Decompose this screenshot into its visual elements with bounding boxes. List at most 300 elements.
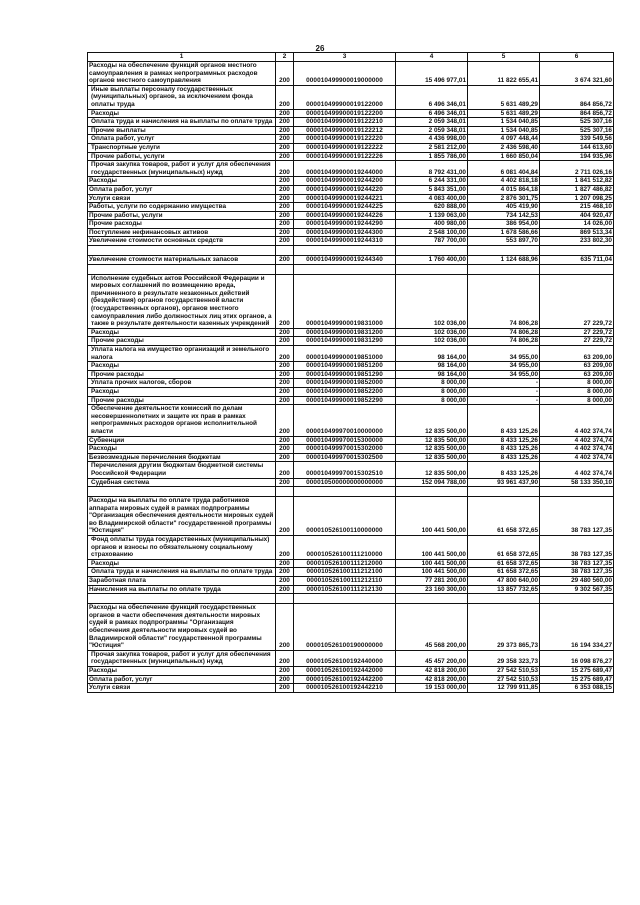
cell-line-code: 200 bbox=[276, 62, 294, 86]
cell-remaining: 4 402 374,74 bbox=[540, 436, 614, 445]
table-row bbox=[88, 85, 614, 109]
cell-line-code: 200 bbox=[276, 604, 294, 651]
cell-budget-code: 000010499900019831290 bbox=[294, 337, 396, 346]
cell-name: Расходы bbox=[88, 666, 276, 675]
cell-line-code: 200 bbox=[276, 220, 294, 229]
cell-executed: 61 658 372,65 bbox=[468, 497, 540, 536]
cell-line-code: 200 bbox=[276, 436, 294, 445]
cell-approved: 2 581 212,00 bbox=[396, 143, 468, 152]
cell-approved: 102 036,00 bbox=[396, 337, 468, 346]
table-row bbox=[88, 666, 614, 675]
table-row bbox=[88, 445, 614, 454]
cell-approved: 98 164,00 bbox=[396, 370, 468, 379]
cell-remaining: 14 026,00 bbox=[540, 220, 614, 229]
cell-approved: 98 164,00 bbox=[396, 362, 468, 371]
cell-line-code: 200 bbox=[276, 152, 294, 161]
cell-remaining: 194 935,96 bbox=[540, 152, 614, 161]
header-cell-code: 2 bbox=[276, 53, 294, 62]
cell-approved: 1 855 786,00 bbox=[396, 152, 468, 161]
cell-budget-code: 000010499900019122200 bbox=[294, 109, 396, 118]
cell-name-text: Фонд оплаты труда государственных (муниципальных) органов и взносы по обязательному социальному страхованию bbox=[91, 536, 270, 559]
cell-executed: 34 955,00 bbox=[468, 370, 540, 379]
cell-executed bbox=[468, 487, 540, 497]
cell-executed: 27 542 510,53 bbox=[468, 666, 540, 675]
cell-executed bbox=[468, 264, 540, 274]
cell-line-code: 200 bbox=[276, 126, 294, 135]
cell-name bbox=[88, 387, 276, 396]
table-row bbox=[88, 274, 614, 328]
cell-executed: 61 658 372,65 bbox=[468, 536, 540, 560]
cell-name-text: Прочие работы, услуги bbox=[91, 152, 165, 160]
cell-budget-code: 000010499900019852000 bbox=[294, 379, 396, 388]
cell-name bbox=[88, 328, 276, 337]
cell-approved: 787 700,00 bbox=[396, 237, 468, 246]
cell-budget-code: 000010499900019831200 bbox=[294, 328, 396, 337]
cell-line-code: 200 bbox=[276, 453, 294, 462]
cell-name: Услуги связи bbox=[88, 194, 276, 203]
cell-budget-code: 000010499900019244220 bbox=[294, 185, 396, 194]
cell-line-code: 200 bbox=[276, 109, 294, 118]
cell-approved: 45 457 200,00 bbox=[396, 650, 468, 666]
cell-name bbox=[88, 143, 276, 152]
cell-budget-code: 000010499900019852290 bbox=[294, 396, 396, 405]
cell-budget-code bbox=[294, 594, 396, 604]
cell-line-code: 200 bbox=[276, 666, 294, 675]
table-row bbox=[88, 118, 614, 127]
cell-remaining: 63 209,00 bbox=[540, 346, 614, 362]
cell-remaining: 58 133 350,10 bbox=[540, 478, 614, 487]
cell-name bbox=[88, 109, 276, 118]
table-row bbox=[88, 568, 614, 577]
cell-line-code: 200 bbox=[276, 362, 294, 371]
cell-name: Оплата работ, услуг bbox=[88, 185, 276, 194]
table-row bbox=[88, 684, 614, 693]
cell-line-code: 200 bbox=[276, 161, 294, 177]
cell-name: Начисления на выплаты по оплате труда bbox=[88, 585, 276, 594]
cell-approved: 2 059 348,01 bbox=[396, 118, 468, 127]
cell-budget-code: 000010499970015300000 bbox=[294, 436, 396, 445]
table-row bbox=[88, 585, 614, 594]
cell-remaining bbox=[540, 246, 614, 256]
cell-line-code: 200 bbox=[276, 387, 294, 396]
cell-remaining: 16 194 334,27 bbox=[540, 604, 614, 651]
cell-name bbox=[88, 370, 276, 379]
cell-remaining: 864 856,72 bbox=[540, 109, 614, 118]
cell-remaining: 4 402 374,74 bbox=[540, 445, 614, 454]
cell-executed: 29 358 323,73 bbox=[468, 650, 540, 666]
cell-approved: 98 164,00 bbox=[396, 346, 468, 362]
cell-executed: 1 124 688,96 bbox=[468, 256, 540, 265]
cell-remaining: 29 480 560,00 bbox=[540, 577, 614, 586]
cell-remaining: 15 275 689,47 bbox=[540, 666, 614, 675]
cell-line-code: 200 bbox=[276, 177, 294, 186]
cell-executed: 47 800 640,00 bbox=[468, 577, 540, 586]
cell-line-code: 200 bbox=[276, 379, 294, 388]
cell-name: Прочие расходы bbox=[88, 220, 276, 229]
cell-budget-code: 000010526100111210000 bbox=[294, 536, 396, 560]
cell-name bbox=[88, 135, 276, 144]
table-row bbox=[88, 478, 614, 487]
cell-name: Расходы на выплаты по оплате труда работников аппарата мировых судей в рамках подпрограммы "Организация обеспечения деятельности мировых судей во Владимирской области" государственной программы "Юстиция" bbox=[88, 497, 276, 536]
cell-name-text: Расходы bbox=[91, 559, 119, 567]
cell-line-code: 200 bbox=[276, 118, 294, 127]
cell-budget-code bbox=[294, 246, 396, 256]
cell-approved: 5 843 351,00 bbox=[396, 185, 468, 194]
header-cell-remaining: 6 bbox=[540, 53, 614, 62]
cell-name bbox=[88, 264, 276, 274]
table-row bbox=[88, 346, 614, 362]
table-row bbox=[88, 194, 614, 203]
cell-remaining: 63 209,00 bbox=[540, 362, 614, 371]
cell-budget-code: 000010526100111212110 bbox=[294, 577, 396, 586]
cell-line-code bbox=[276, 264, 294, 274]
cell-name: Работы, услуги по содержанию имущества bbox=[88, 203, 276, 212]
cell-executed: 61 658 372,65 bbox=[468, 559, 540, 568]
cell-name-text: Иные выплаты персоналу государственных (муниципальных) органов, за исключением фонда оплаты труда bbox=[91, 85, 253, 108]
cell-approved bbox=[396, 246, 468, 256]
cell-approved bbox=[396, 487, 468, 497]
cell-name bbox=[88, 405, 276, 436]
cell-line-code: 200 bbox=[276, 203, 294, 212]
cell-executed: 74 806,28 bbox=[468, 337, 540, 346]
cell-name: Поступление нефинансовых активов bbox=[88, 228, 276, 237]
cell-budget-code: 000010526100111212100 bbox=[294, 568, 396, 577]
cell-budget-code: 000010526100192442210 bbox=[294, 684, 396, 693]
cell-remaining: 339 549,56 bbox=[540, 135, 614, 144]
cell-budget-code: 000010526100190000000 bbox=[294, 604, 396, 651]
table-row bbox=[88, 228, 614, 237]
cell-budget-code: 000010499970010000000 bbox=[294, 405, 396, 436]
cell-line-code: 200 bbox=[276, 650, 294, 666]
table-row bbox=[88, 604, 614, 651]
cell-name: Расходы на обеспечение функций государственных органов в части обеспечения деятельности мировых судей в рамках подпрограммы "Организация обеспечения деятельности мировых судей во Владимирской области" государственной программы "Юстиция" bbox=[88, 604, 276, 651]
cell-approved: 100 441 500,00 bbox=[396, 559, 468, 568]
cell-approved: 8 792 431,00 bbox=[396, 161, 468, 177]
cell-line-code: 200 bbox=[276, 228, 294, 237]
table-row bbox=[88, 559, 614, 568]
cell-name-text: Прочие расходы bbox=[91, 337, 144, 345]
cell-line-code: 200 bbox=[276, 684, 294, 693]
cell-budget-code: 000010499900019122226 bbox=[294, 152, 396, 161]
cell-budget-code: 000010499900019244200 bbox=[294, 177, 396, 186]
header-cell-approved: 4 bbox=[396, 53, 468, 62]
cell-line-code: 200 bbox=[276, 396, 294, 405]
cell-budget-code: 000010499900019244221 bbox=[294, 194, 396, 203]
table-header-row bbox=[88, 53, 614, 62]
cell-remaining: 38 783 127,35 bbox=[540, 559, 614, 568]
cell-name-text: Расходы bbox=[91, 387, 119, 395]
cell-name: Расходы bbox=[88, 445, 276, 454]
cell-budget-code: 000010499970015302000 bbox=[294, 445, 396, 454]
cell-approved: 12 835 500,00 bbox=[396, 453, 468, 462]
table-row bbox=[88, 337, 614, 346]
budget-report-table bbox=[87, 52, 614, 693]
cell-remaining: 16 098 876,27 bbox=[540, 650, 614, 666]
cell-approved: 12 835 500,00 bbox=[396, 445, 468, 454]
table-row bbox=[88, 594, 614, 604]
cell-executed: 8 433 125,26 bbox=[468, 436, 540, 445]
table-row bbox=[88, 396, 614, 405]
cell-approved: 45 568 200,00 bbox=[396, 604, 468, 651]
cell-approved: 19 153 000,00 bbox=[396, 684, 468, 693]
table-row bbox=[88, 246, 614, 256]
cell-approved: 77 281 200,00 bbox=[396, 577, 468, 586]
cell-line-code: 200 bbox=[276, 675, 294, 684]
cell-line-code: 200 bbox=[276, 135, 294, 144]
cell-executed: 8 433 125,26 bbox=[468, 445, 540, 454]
cell-line-code: 200 bbox=[276, 211, 294, 220]
table-row bbox=[88, 152, 614, 161]
cell-approved: 6 496 346,01 bbox=[396, 85, 468, 109]
header-cell-executed: 5 bbox=[468, 53, 540, 62]
cell-remaining: 4 402 374,74 bbox=[540, 405, 614, 436]
cell-line-code: 200 bbox=[276, 536, 294, 560]
table-row bbox=[88, 135, 614, 144]
cell-remaining: 9 302 567,35 bbox=[540, 585, 614, 594]
cell-name: Увеличение стоимости материальных запасов bbox=[88, 256, 276, 265]
cell-remaining: 4 402 374,74 bbox=[540, 462, 614, 478]
cell-budget-code: 000010500000000000000 bbox=[294, 478, 396, 487]
cell-budget-code: 000010499900019852200 bbox=[294, 387, 396, 396]
cell-name bbox=[88, 126, 276, 135]
cell-approved: 23 160 300,00 bbox=[396, 585, 468, 594]
table-row bbox=[88, 536, 614, 560]
cell-name-text: Судебная система bbox=[91, 478, 150, 486]
cell-name-text: Оплата работ, услуг bbox=[91, 135, 155, 143]
cell-executed: 13 857 732,65 bbox=[468, 585, 540, 594]
cell-executed: 405 419,90 bbox=[468, 203, 540, 212]
cell-approved: 8 000,00 bbox=[396, 387, 468, 396]
cell-budget-code: 000010499900019851290 bbox=[294, 370, 396, 379]
cell-remaining: 8 000,00 bbox=[540, 379, 614, 388]
cell-executed: 2 436 598,40 bbox=[468, 143, 540, 152]
table-row bbox=[88, 436, 614, 445]
cell-name-text: Перечисления другим бюджетам бюджетной системы Российской Федерации bbox=[91, 462, 264, 477]
cell-remaining: 8 000,00 bbox=[540, 387, 614, 396]
cell-executed bbox=[468, 246, 540, 256]
cell-line-code bbox=[276, 487, 294, 497]
cell-budget-code: 000010499900019122222 bbox=[294, 143, 396, 152]
cell-line-code: 200 bbox=[276, 370, 294, 379]
cell-budget-code: 000010499900019851200 bbox=[294, 362, 396, 371]
cell-name bbox=[88, 346, 276, 362]
cell-name bbox=[88, 337, 276, 346]
cell-remaining: 525 307,16 bbox=[540, 118, 614, 127]
cell-executed: 8 433 125,26 bbox=[468, 405, 540, 436]
cell-executed: 4 402 818,18 bbox=[468, 177, 540, 186]
cell-remaining: 2 711 026,16 bbox=[540, 161, 614, 177]
cell-approved bbox=[396, 594, 468, 604]
cell-name bbox=[88, 650, 276, 666]
table-body bbox=[88, 53, 614, 693]
cell-name bbox=[88, 536, 276, 560]
cell-line-code bbox=[276, 594, 294, 604]
cell-approved: 152 094 788,00 bbox=[396, 478, 468, 487]
cell-budget-code: 000010499900019244340 bbox=[294, 256, 396, 265]
cell-approved: 102 036,00 bbox=[396, 274, 468, 328]
cell-approved: 8 000,00 bbox=[396, 396, 468, 405]
cell-approved: 42 818 200,00 bbox=[396, 675, 468, 684]
cell-remaining: 635 711,04 bbox=[540, 256, 614, 265]
cell-line-code: 200 bbox=[276, 346, 294, 362]
cell-remaining: 8 000,00 bbox=[540, 396, 614, 405]
cell-remaining bbox=[540, 594, 614, 604]
cell-line-code: 200 bbox=[276, 577, 294, 586]
table-row bbox=[88, 387, 614, 396]
cell-executed: 1 534 040,85 bbox=[468, 126, 540, 135]
cell-name bbox=[88, 246, 276, 256]
cell-approved: 100 441 500,00 bbox=[396, 497, 468, 536]
table-row bbox=[88, 237, 614, 246]
cell-executed: 8 433 125,26 bbox=[468, 453, 540, 462]
cell-line-code: 200 bbox=[276, 478, 294, 487]
cell-budget-code: 000010499900019244226 bbox=[294, 211, 396, 220]
table-row bbox=[88, 177, 614, 186]
cell-name-text: Уплата налога на имущество организаций и земельного налога bbox=[91, 346, 270, 361]
cell-approved: 12 835 500,00 bbox=[396, 405, 468, 436]
cell-budget-code: 000010526100111212000 bbox=[294, 559, 396, 568]
cell-executed: 34 955,00 bbox=[468, 346, 540, 362]
cell-remaining: 27 229,72 bbox=[540, 337, 614, 346]
cell-budget-code: 000010526100192440000 bbox=[294, 650, 396, 666]
cell-budget-code: 000010499900019000000 bbox=[294, 62, 396, 86]
cell-name bbox=[88, 462, 276, 478]
cell-remaining: 1 827 486,82 bbox=[540, 185, 614, 194]
cell-name-text: Оплата труда и начисления на выплаты по оплате труда bbox=[91, 118, 273, 126]
cell-approved: 12 835 500,00 bbox=[396, 462, 468, 478]
cell-line-code: 200 bbox=[276, 274, 294, 328]
cell-budget-code: 000010499900019244290 bbox=[294, 220, 396, 229]
cell-line-code bbox=[276, 246, 294, 256]
cell-name: Субвенции bbox=[88, 436, 276, 445]
cell-budget-code: 000010499900019831000 bbox=[294, 274, 396, 328]
cell-name: Заработная плата bbox=[88, 577, 276, 586]
table-row bbox=[88, 405, 614, 436]
cell-name-text: Прочие расходы bbox=[91, 370, 144, 378]
cell-line-code: 200 bbox=[276, 559, 294, 568]
cell-approved: 100 441 500,00 bbox=[396, 536, 468, 560]
cell-line-code: 200 bbox=[276, 185, 294, 194]
table-row bbox=[88, 203, 614, 212]
cell-name bbox=[88, 362, 276, 371]
cell-executed: 12 799 911,85 bbox=[468, 684, 540, 693]
cell-budget-code: 000010499970015302500 bbox=[294, 453, 396, 462]
cell-budget-code: 000010526100111212130 bbox=[294, 585, 396, 594]
cell-name bbox=[88, 594, 276, 604]
cell-remaining: 215 468,10 bbox=[540, 203, 614, 212]
cell-remaining: 144 613,60 bbox=[540, 143, 614, 152]
cell-approved: 1 139 063,00 bbox=[396, 211, 468, 220]
table-row bbox=[88, 362, 614, 371]
cell-remaining: 525 307,16 bbox=[540, 126, 614, 135]
cell-budget-code bbox=[294, 487, 396, 497]
table-row bbox=[88, 379, 614, 388]
cell-line-code: 200 bbox=[276, 445, 294, 454]
cell-name bbox=[88, 379, 276, 388]
cell-name-text: Расходы bbox=[91, 328, 119, 336]
cell-executed bbox=[468, 594, 540, 604]
cell-name-text: Транспортные услуги bbox=[91, 143, 160, 151]
cell-executed: 5 631 489,29 bbox=[468, 109, 540, 118]
header-cell-kbk: 3 bbox=[294, 53, 396, 62]
cell-remaining: 3 674 321,60 bbox=[540, 62, 614, 86]
cell-name bbox=[88, 487, 276, 497]
cell-remaining: 15 275 689,47 bbox=[540, 675, 614, 684]
cell-name bbox=[88, 274, 276, 328]
cell-name-text: Исполнение судебных актов Российской Федерации и мировых соглашений по возмещению вреда, причиненного в результате незаконных действий (бездействия) органов государственной власти (государственных органов), органов местного самоуправления либо должностных лиц этих органов, а также в результате деятельности казенных учреждений bbox=[91, 274, 272, 328]
cell-budget-code bbox=[294, 264, 396, 274]
cell-remaining: 27 229,72 bbox=[540, 328, 614, 337]
cell-approved bbox=[396, 264, 468, 274]
cell-executed: 93 961 437,90 bbox=[468, 478, 540, 487]
cell-remaining bbox=[540, 264, 614, 274]
cell-name-text: Прочая закупка товаров, работ и услуг для обеспечения государственных (муниципальных) нужд bbox=[91, 650, 271, 666]
cell-approved: 620 888,00 bbox=[396, 203, 468, 212]
cell-executed: 1 678 586,66 bbox=[468, 228, 540, 237]
cell-name-text: Прочая закупка товаров, работ и услуг для обеспечения государственных (муниципальных) нужд bbox=[91, 161, 271, 176]
cell-name: Прочие работы, услуги bbox=[88, 211, 276, 220]
cell-executed: 553 897,70 bbox=[468, 237, 540, 246]
cell-remaining: 864 856,72 bbox=[540, 85, 614, 109]
cell-name-text: Обеспечение деятельности комиссий по делам несовершеннолетних и защите их прав в рамках непрограммных расходов органов исполнительной власти bbox=[91, 405, 257, 435]
cell-line-code: 200 bbox=[276, 237, 294, 246]
cell-approved: 100 441 500,00 bbox=[396, 568, 468, 577]
cell-remaining: 6 353 088,15 bbox=[540, 684, 614, 693]
cell-approved: 4 083 400,00 bbox=[396, 194, 468, 203]
cell-line-code: 200 bbox=[276, 337, 294, 346]
table-row bbox=[88, 487, 614, 497]
cell-line-code: 200 bbox=[276, 256, 294, 265]
cell-executed: 29 373 865,73 bbox=[468, 604, 540, 651]
table-row bbox=[88, 62, 614, 86]
table-row bbox=[88, 264, 614, 274]
cell-line-code: 200 bbox=[276, 194, 294, 203]
cell-remaining: 1 207 098,25 bbox=[540, 194, 614, 203]
cell-line-code: 200 bbox=[276, 328, 294, 337]
cell-executed: 2 876 301,75 bbox=[468, 194, 540, 203]
cell-budget-code: 000010499900019851000 bbox=[294, 346, 396, 362]
cell-name-text: Прочие расходы bbox=[91, 396, 144, 404]
cell-name: Безвозмездные перечисления бюджетам bbox=[88, 453, 276, 462]
cell-budget-code: 000010499900019122220 bbox=[294, 135, 396, 144]
table-row bbox=[88, 328, 614, 337]
table-row bbox=[88, 109, 614, 118]
cell-line-code: 200 bbox=[276, 568, 294, 577]
cell-approved: 8 000,00 bbox=[396, 379, 468, 388]
cell-approved: 1 760 400,00 bbox=[396, 256, 468, 265]
cell-budget-code: 000010526100192442000 bbox=[294, 666, 396, 675]
cell-executed: 34 955,00 bbox=[468, 362, 540, 371]
cell-name: Расходы bbox=[88, 177, 276, 186]
cell-executed: - bbox=[468, 379, 540, 388]
cell-line-code: 200 bbox=[276, 405, 294, 436]
table-row bbox=[88, 161, 614, 177]
table-row bbox=[88, 256, 614, 265]
cell-line-code: 200 bbox=[276, 462, 294, 478]
cell-name-text: Расходы bbox=[91, 109, 119, 117]
cell-remaining: 38 783 127,35 bbox=[540, 568, 614, 577]
table-row bbox=[88, 650, 614, 666]
table-row bbox=[88, 220, 614, 229]
cell-executed: 734 142,53 bbox=[468, 211, 540, 220]
cell-budget-code: 000010499900019244000 bbox=[294, 161, 396, 177]
cell-line-code: 200 bbox=[276, 85, 294, 109]
cell-name bbox=[88, 568, 276, 577]
cell-name bbox=[88, 478, 276, 487]
table-row bbox=[88, 462, 614, 478]
cell-executed: - bbox=[468, 387, 540, 396]
cell-executed: 27 542 510,53 bbox=[468, 675, 540, 684]
